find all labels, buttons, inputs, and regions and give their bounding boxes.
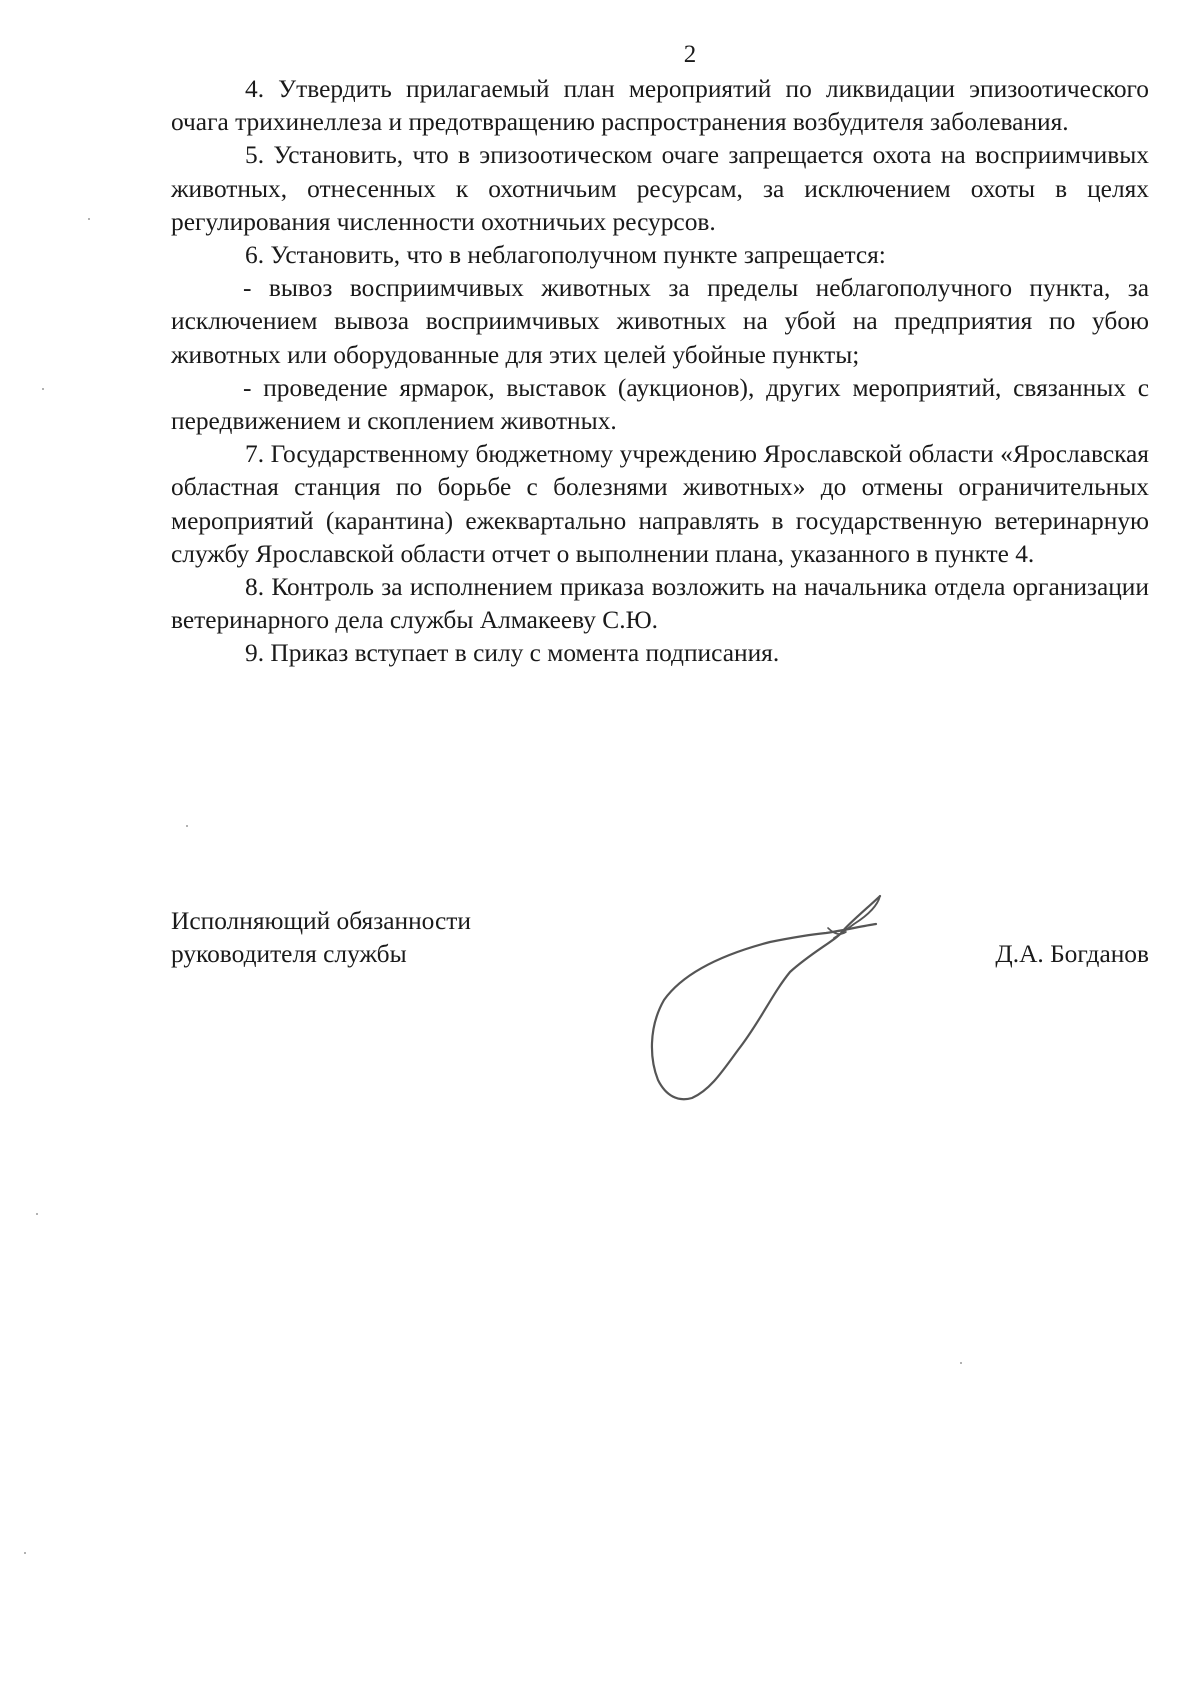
paragraph-8: 8. Контроль за исполнением приказа возложить на начальника отдела организации ветеринарного дела службы Алмакееву С.Ю. [171, 573, 1149, 635]
page-number: 2 [683, 41, 697, 68]
signatory-title-line-1: Исполняющий обязанности [171, 907, 471, 935]
paragraph-5: 5. Установить, что в эпизоотическом очаге запрещается охота на восприимчивых животных, отнесенных к охотничьим ресурсам, за исключением охоты в целях регулирования численности охотничьих ресурсов. [171, 141, 1149, 236]
scan-speck [24, 1552, 26, 1554]
handwritten-signature [640, 890, 900, 1110]
paragraph-6-item-1: - вывоз восприимчивых животных за пределы неблагополучного пункта, за исключением вывоза восприимчивых животных на убой на предприятия по убою животных или оборудованные для этих целей убойные пункты; [171, 274, 1149, 369]
signatory-title-line-2: руководителя службы [171, 940, 407, 968]
scan-speck [42, 388, 44, 390]
scan-speck [36, 1213, 38, 1215]
signatory-name: Д.А. Богданов [995, 940, 1149, 968]
scan-speck [186, 825, 188, 827]
paragraph-6: 6. Установить, что в неблагополучном пункте запрещается: [245, 241, 886, 270]
signatory-title [171, 905, 471, 971]
scan-speck [88, 218, 90, 220]
paragraph-7: 7. Государственному бюджетному учреждению Ярославской области «Ярославская областная станция по борьбе с болезнями животных» до отмены ограничительных мероприятий (карантина) ежеквартально направлять в государственную ветеринарную службу Ярославской области отчет о выполнении плана, указанного в пункте 4. [171, 440, 1149, 568]
document-body [171, 73, 1149, 671]
paragraph-9: 9. Приказ вступает в силу с момента подписания. [245, 639, 780, 668]
scan-speck [960, 1362, 962, 1364]
paragraph-6-item-2: - проведение ярмарок, выставок (аукционов), других мероприятий, связанных с передвижением и скоплением животных. [171, 373, 1149, 436]
paragraph-4: 4. Утвердить прилагаемый план мероприятий по ликвидации эпизоотического очага трихинеллеза и предотвращению распространения возбудителя заболевания. [171, 75, 1149, 137]
